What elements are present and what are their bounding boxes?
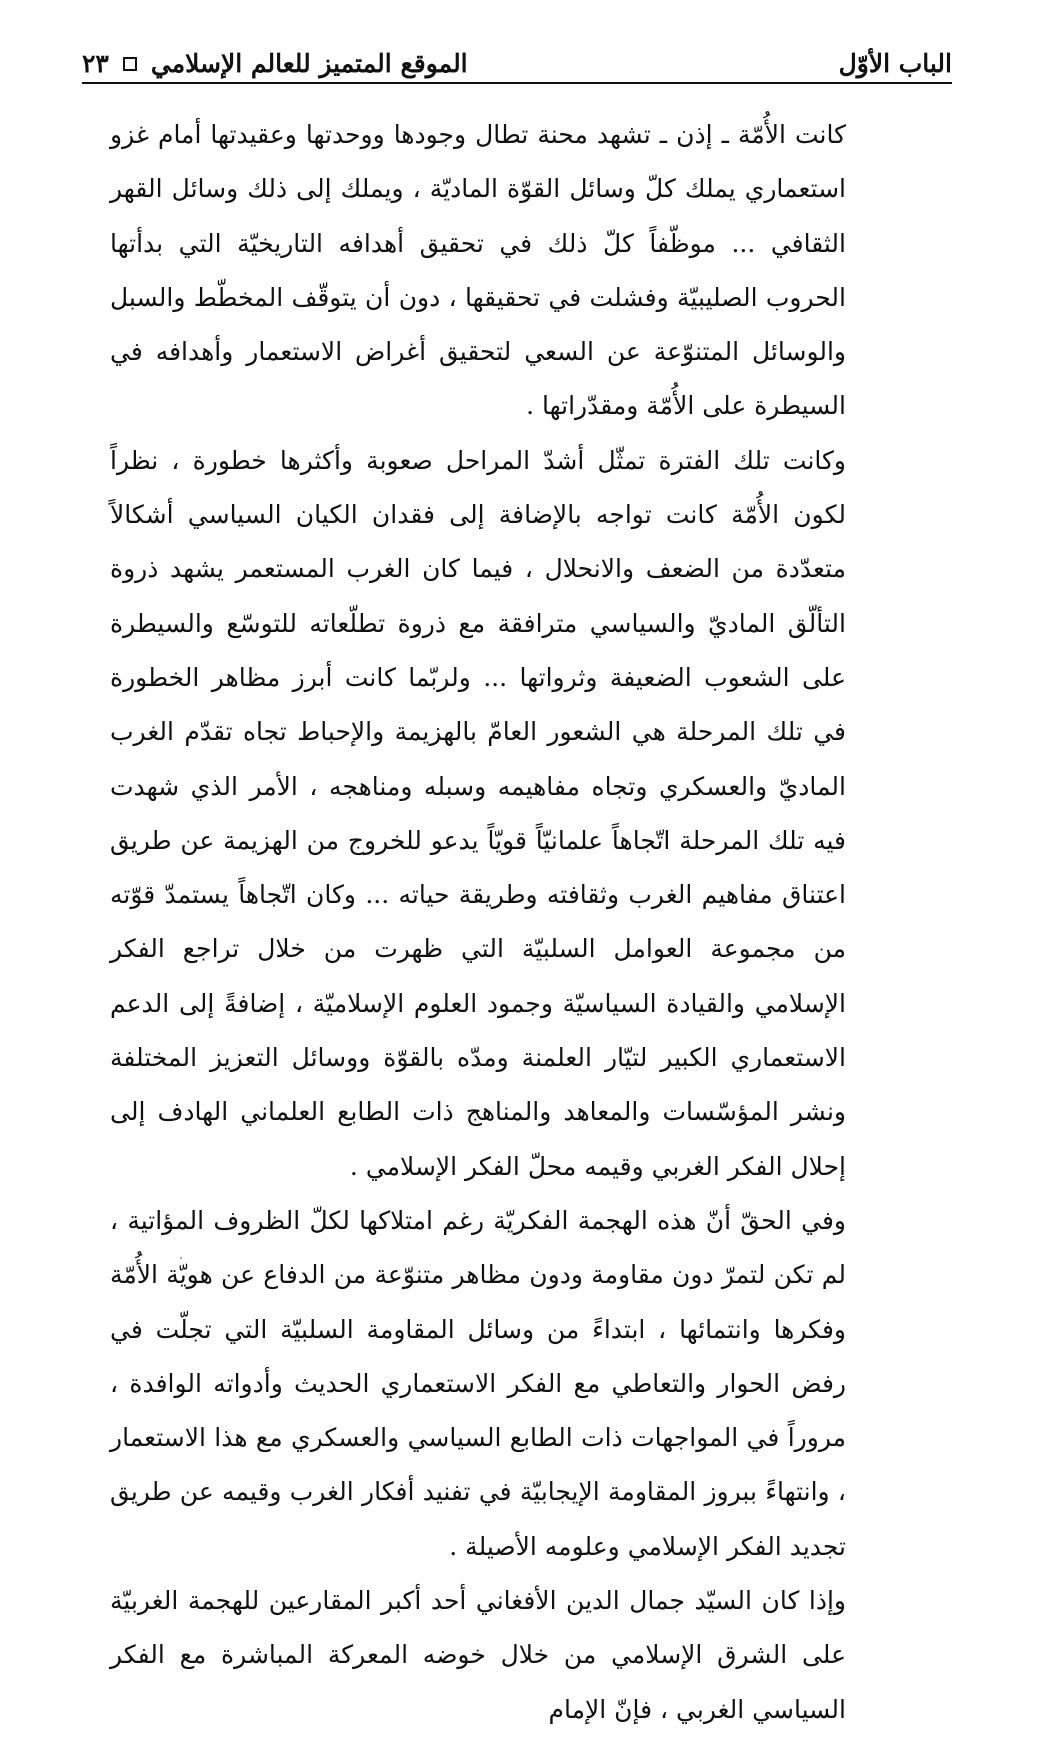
running-header <box>82 40 952 84</box>
chapter-title: الباب الأوّل <box>838 49 952 78</box>
book-title: الموقع المتميز للعالم الإسلامي <box>150 49 468 78</box>
paragraph-2: وكانت تلك الفترة تمثّل أشدّ المراحل صعوبة وأكثرها خطورة ، نظراً لكون الأُمّة كانت تواجه بالإضافة إلى فقدان الكيان السياسي أشكالاً متعدّدة من الضعف والانحلال ، فيما كان الغرب المستعمر يشهد ذروة التألّق الماديّ والسياسي مترافقة مع ذروة تطلّعاته للتوسّع والسيطرة على الشعوب الضعيفة وثرواتها ... ولربّما كانت أبرز مظاهر الخطورة في تلك المرحلة هي الشعور العامّ بالهزيمة والإحباط تجاه تقدّم الغرب الماديّ والعسكري وتجاه مفاهيمه وسبله ومناهجه ، الأمر الذي شهدت فيه تلك المرحلة اتّجاهاً علمانيّاً قويّاً يدعو للخروج من الهزيمة عن طريق اعتناق مفاهيم الغرب وثقافته وطريقة حياته ... وكان اتّجاهاً يستمدّ قوّته من مجموعة العوامل السلبيّة التي ظهرت من خلال تراجع الفكر الإسلامي والقيادة السياسيّة وجمود العلوم الإسلاميّة ، إضافةً إلى الدعم الاستعماري الكبير لتيّار العلمنة ومدّه بالقوّة ووسائل التعزيز المختلفة ونشر المؤسّسات والمعاهد والمناهج ذات الطابع العلماني الهادف إلى إحلال الفكر الغربي وقيمه محلّ الفكر الإسلامي . <box>110 445 846 1181</box>
paragraph-3: وفي الحقّ أنّ هذه الهجمة الفكريّة رغم امتلاكها لكلّ الظروف المؤاتية ، لم تكن لتمرّ دون مقاومة ودون مظاهر متنوّعة من الدفاع عن هويّة الأُمّة وفكرها وانتمائها ، ابتداءً من وسائل المقاومة السلبيّة التي تجلّت في رفض الحوار والتعاطي مع الفكر الاستعماري الحديث وأدواته الوافدة ، مروراً في المواجهات ذات الطابع السياسي والعسكري مع هذا الاستعمار ، وانتهاءً ببروز المقاومة الإيجابيّة في تفنيد أفكار الغرب وقيمه عن طريق تجديد الفكر الإسلامي وعلومه الأصيلة . <box>110 1205 846 1561</box>
paragraph-4: وإذا كان السيّد جمال الدين الأفغاني أحد أكبر المقارعين للهجمة الغربيّة على الشرق الإسلامي من خلال خوضه المعركة المباشرة مع الفكر السياسي الغربي ، فإنّ الإمام <box>110 1586 846 1724</box>
square-separator-icon <box>123 57 137 71</box>
page-number: ٢٣ <box>82 49 109 78</box>
scan-speck <box>180 1257 182 1259</box>
header-book-info <box>82 51 468 76</box>
paragraph-1: كانت الأُمّة ـ إذن ـ تشهد محنة تطال وجودها ووحدتها وعقيدتها أمام غزو استعماري يملك كلّ وسائل القوّة الماديّة ، ويملك إلى ذلك وسائل القهر الثقافي ... موظّفاً كلّ ذلك في تحقيق أهدافه التاريخيّة التي بدأتها الحروب الصليبيّة وفشلت في تحقيقها ، دون أن يتوقّف المخطّط والسبل والوسائل المتنوّعة عن السعي لتحقيق أغراض الاستعمار وأهدافه في السيطرة على الأُمّة ومقدّراتها . <box>110 120 846 421</box>
body-text <box>110 108 846 1737</box>
